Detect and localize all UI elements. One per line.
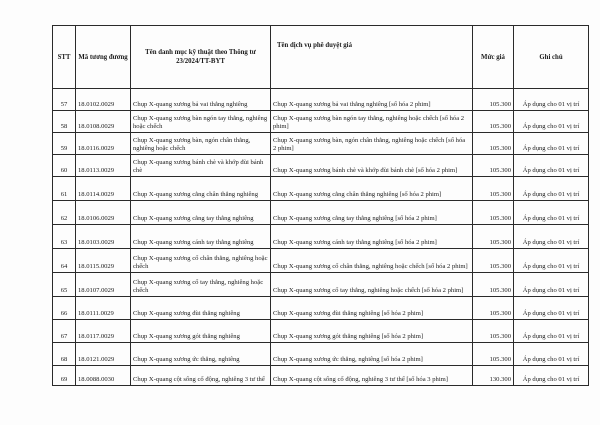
cell-note: Áp dụng cho 01 vị trí: [514, 366, 589, 386]
cell-service-name: Chụp X-quang xương bàn ngón tay thẳng, nghiêng hoặc chếch [số hóa 2 phim]: [271, 111, 473, 133]
table-row: [53, 89, 589, 111]
cell-price: 105.300: [473, 155, 514, 177]
header-price: Mức giá: [473, 26, 514, 89]
cell-tech-name: Chụp X-quang xương bánh chè và khớp đùi bánh chè: [131, 155, 271, 177]
cell-service-name: Chụp X-quang cột sống cổ động, nghiêng 3 tư thế [số hóa 3 phim]: [271, 366, 473, 386]
price-table: [52, 25, 589, 386]
cell-tech-name: Chụp X-quang xương cổ tay thẳng, nghiêng hoặc chếch: [131, 273, 271, 297]
cell-tech-name: Chụp X-quang xương bàn, ngón chân thẳng, nghiêng hoặc chếch: [131, 133, 271, 155]
cell-tech-name: Chụp X-quang xương bả vai thẳng nghiêng: [131, 89, 271, 111]
cell-stt: 60: [53, 155, 76, 177]
table-header-row: [53, 26, 589, 89]
header-code: Mã tương đương: [76, 26, 131, 89]
cell-service-name: Chụp X-quang xương bàn, ngón chân thẳng, nghiêng hoặc chếch [số hóa 2 phim]: [271, 133, 473, 155]
table-row: [53, 320, 589, 343]
cell-code: 18.0116.0029: [76, 133, 131, 155]
cell-price: 105.300: [473, 89, 514, 111]
cell-note: Áp dụng cho 01 vị trí: [514, 320, 589, 343]
table-row: [53, 111, 589, 133]
cell-stt: 61: [53, 177, 76, 201]
cell-price: 105.300: [473, 201, 514, 225]
cell-code: 18.0111.0029: [76, 297, 131, 320]
cell-price: 105.300: [473, 111, 514, 133]
cell-code: 18.0103.0029: [76, 225, 131, 249]
cell-code: 18.0107.0029: [76, 273, 131, 297]
cell-code: 18.0102.0029: [76, 89, 131, 111]
cell-note: Áp dụng cho 01 vị trí: [514, 249, 589, 273]
header-service-name: [271, 26, 473, 89]
cell-tech-name: Chụp X-quang xương cẳng chân thẳng nghiêng: [131, 177, 271, 201]
cell-price: 105.300: [473, 177, 514, 201]
table-row: [53, 133, 589, 155]
cell-stt: 62: [53, 201, 76, 225]
cell-note: Áp dụng cho 01 vị trí: [514, 343, 589, 366]
cell-tech-name: Chụp X-quang xương cổ chân thẳng, nghiêng hoặc chếch: [131, 249, 271, 273]
cell-note: Áp dụng cho 01 vị trí: [514, 297, 589, 320]
cell-stt: 68: [53, 343, 76, 366]
cell-stt: 63: [53, 225, 76, 249]
cell-service-name: Chụp X-quang xương cổ tay thẳng, nghiêng hoặc chếch [số hóa 2 phim]: [271, 273, 473, 297]
cell-service-name: Chụp X-quang xương gót thẳng nghiêng [số hóa 2 phim]: [271, 320, 473, 343]
cell-tech-name: Chụp X-quang xương bàn ngón tay thẳng, nghiêng hoặc chếch: [131, 111, 271, 133]
cell-stt: 66: [53, 297, 76, 320]
cell-note: Áp dụng cho 01 vị trí: [514, 89, 589, 111]
cell-note: Áp dụng cho 01 vị trí: [514, 111, 589, 133]
table-row: [53, 249, 589, 273]
cell-code: 18.0115.0029: [76, 249, 131, 273]
cell-price: 130.300: [473, 366, 514, 386]
cell-price: 105.300: [473, 297, 514, 320]
cell-stt: 59: [53, 133, 76, 155]
header-stt: STT: [53, 26, 76, 89]
table-row: [53, 297, 589, 320]
header-tech-name: Tên danh mục kỹ thuật theo Thông tư 23/2024/TT-BYT: [131, 26, 271, 89]
table-row: [53, 155, 589, 177]
cell-price: 105.300: [473, 249, 514, 273]
table-row: [53, 366, 589, 386]
cell-service-name: Chụp X-quang xương bánh chè và khớp đùi bánh chè [số hóa 2 phim]: [271, 155, 473, 177]
cell-note: Áp dụng cho 01 vị trí: [514, 133, 589, 155]
cell-stt: 65: [53, 273, 76, 297]
table-row: [53, 177, 589, 201]
cell-note: Áp dụng cho 01 vị trí: [514, 273, 589, 297]
cell-note: Áp dụng cho 01 vị trí: [514, 201, 589, 225]
header-note: Ghi chú: [514, 26, 589, 89]
cell-tech-name: Chụp X-quang xương cánh tay thẳng nghiêng: [131, 225, 271, 249]
cell-note: Áp dụng cho 01 vị trí: [514, 225, 589, 249]
cell-code: 18.0113.0029: [76, 155, 131, 177]
cell-code: 18.0117.0029: [76, 320, 131, 343]
cell-service-name: Chụp X-quang xương cẳng chân thẳng nghiêng [số hóa 2 phim]: [271, 177, 473, 201]
table-row: [53, 343, 589, 366]
cell-price: 105.300: [473, 133, 514, 155]
cell-tech-name: Chụp X-quang cột sống cổ động, nghiêng 3 tư thế: [131, 366, 271, 386]
cell-price: 105.300: [473, 320, 514, 343]
cell-tech-name: Chụp X-quang xương cẳng tay thẳng nghiêng: [131, 201, 271, 225]
cell-code: 18.0121.0029: [76, 343, 131, 366]
cell-code: 18.0114.0029: [76, 177, 131, 201]
cell-price: 105.300: [473, 343, 514, 366]
table-row: [53, 201, 589, 225]
table-row: [53, 273, 589, 297]
cell-stt: 57: [53, 89, 76, 111]
header-service-name-text: Tên dịch vụ phê duyệt giá: [277, 41, 352, 49]
cell-service-name: Chụp X-quang xương bả vai thẳng nghiêng [số hóa 2 phim]: [271, 89, 473, 111]
cell-service-name: Chụp X-quang xương cổ chân thẳng, nghiêng hoặc chếch [số hóa 2 phim]: [271, 249, 473, 273]
cell-note: Áp dụng cho 01 vị trí: [514, 177, 589, 201]
cell-stt: 58: [53, 111, 76, 133]
cell-stt: 64: [53, 249, 76, 273]
cell-price: 105.300: [473, 273, 514, 297]
cell-code: 18.0088.0030: [76, 366, 131, 386]
cell-code: 18.0108.0029: [76, 111, 131, 133]
cell-note: Áp dụng cho 01 vị trí: [514, 155, 589, 177]
table-row: [53, 225, 589, 249]
cell-tech-name: Chụp X-quang xương gót thẳng nghiêng: [131, 320, 271, 343]
cell-tech-name: Chụp X-quang xương đùi thẳng nghiêng: [131, 297, 271, 320]
cell-service-name: Chụp X-quang xương đùi thẳng nghiêng [số hóa 2 phim]: [271, 297, 473, 320]
cell-code: 18.0106.0029: [76, 201, 131, 225]
cell-stt: 69: [53, 366, 76, 386]
cell-stt: 67: [53, 320, 76, 343]
cell-service-name: Chụp X-quang xương cánh tay thẳng nghiêng [số hóa 2 phim]: [271, 225, 473, 249]
cell-tech-name: Chụp X-quang xương ức thẳng, nghiêng: [131, 343, 271, 366]
cell-price: 105.300: [473, 225, 514, 249]
cell-service-name: Chụp X-quang xương cẳng tay thẳng nghiêng [số hóa 2 phim]: [271, 201, 473, 225]
cell-service-name: Chụp X-quang xương ức thẳng, nghiêng [số hóa 2 phim]: [271, 343, 473, 366]
